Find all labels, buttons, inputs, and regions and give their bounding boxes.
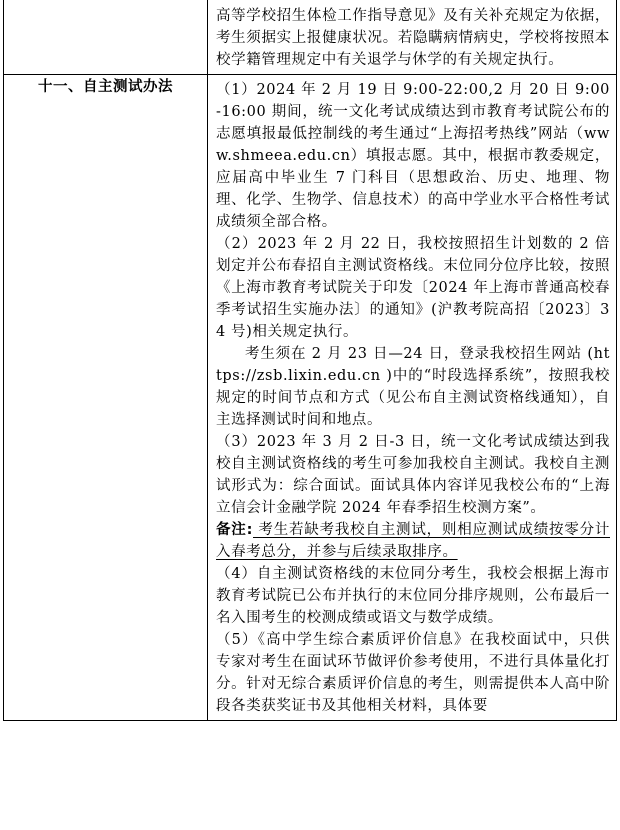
empty-label-cell: [4, 0, 208, 75]
paragraph-application-period: （1）2024 年 2 月 19 日 9:00-22:00,2 月 20 日 9:00-16:00 期间，统一文化考试成绩达到市教育考试院公布的志愿填报最低控制线的考生通过“上海招考热线”网站（www.shmeea.edu.cn）填报志愿。其中，根据市教委规定，应届高中毕业生 7 门科目（思想政治、历史、地理、物理、化学、生物学、信息技术）的高中学业水平合格性考试成绩须全部合格。: [216, 82, 610, 230]
paragraph-comprehensive-evaluation: （5）《高中学生综合素质评价信息》在我校面试中，只供专家对考生在面试环节做评价参考使用，不进行具体量化打分。针对无综合素质评价信息的考生，则需提供本人高中阶段各类获奖证书及其他相关材料，具体要: [216, 632, 610, 714]
health-regulation-paragraph: 高等学校招生体检工作指导意见》及有关补充规定为依据，考生须据实上报健康状况。若隐瞒病情病史，学校将按照本校学籍管理规定中有关退学与休学的有关规定执行。: [216, 8, 610, 68]
section-label: 十一、自主测试办法: [38, 79, 173, 95]
note-label: 备注:: [216, 522, 253, 538]
paragraph-qualification-line: （2）2023 年 2 月 22 日，我校按照招生计划数的 2 倍划定并公布春招自主测试资格线。末位同分位序比较，按照《上海市教育考试院关于印发〔2024 年上海市普通高校春季考试招生实施办法〕的通知》(沪教考院高招〔2023〕34 号)相关规定执行。: [216, 236, 610, 340]
paragraph-time-selection: 考生须在 2 月 23 日—24 日，登录我校招生网站 (https://zsb.lixin.edu.cn )中的“时段选择系统”，按照我校规定的时间节点和方式（见公布自主测试资格线通知），自主选择测试时间和地点。: [216, 346, 610, 428]
content-cell: [208, 0, 617, 75]
table-row: [4, 75, 617, 721]
admission-rules-table: [3, 0, 617, 721]
content-cell: [208, 75, 617, 721]
paragraph-tie-rule: （4）自主测试资格线的末位同分考生，我校会根据上海市教育考试院已公布并执行的末位同分排序规则，公布最后一名入围考生的校测成绩或语文与数学成绩。: [216, 566, 610, 626]
table-row: [4, 0, 617, 75]
paragraph-self-test: （3）2023 年 3 月 2 日-3 日，统一文化考试成绩达到我校自主测试资格线的考生可参加我校自主测试。我校自主测试形式为：综合面试。面试具体内容详见我校公布的“上海立信会计金融学院 2024 年春季招生校测方案”。: [216, 434, 610, 516]
note-text: 考生若缺考我校自主测试，则相应测试成绩按零分计入春考总分，并参与后续录取排序。: [216, 522, 610, 560]
section-label-cell: [4, 75, 208, 721]
note-paragraph: [216, 519, 610, 563]
